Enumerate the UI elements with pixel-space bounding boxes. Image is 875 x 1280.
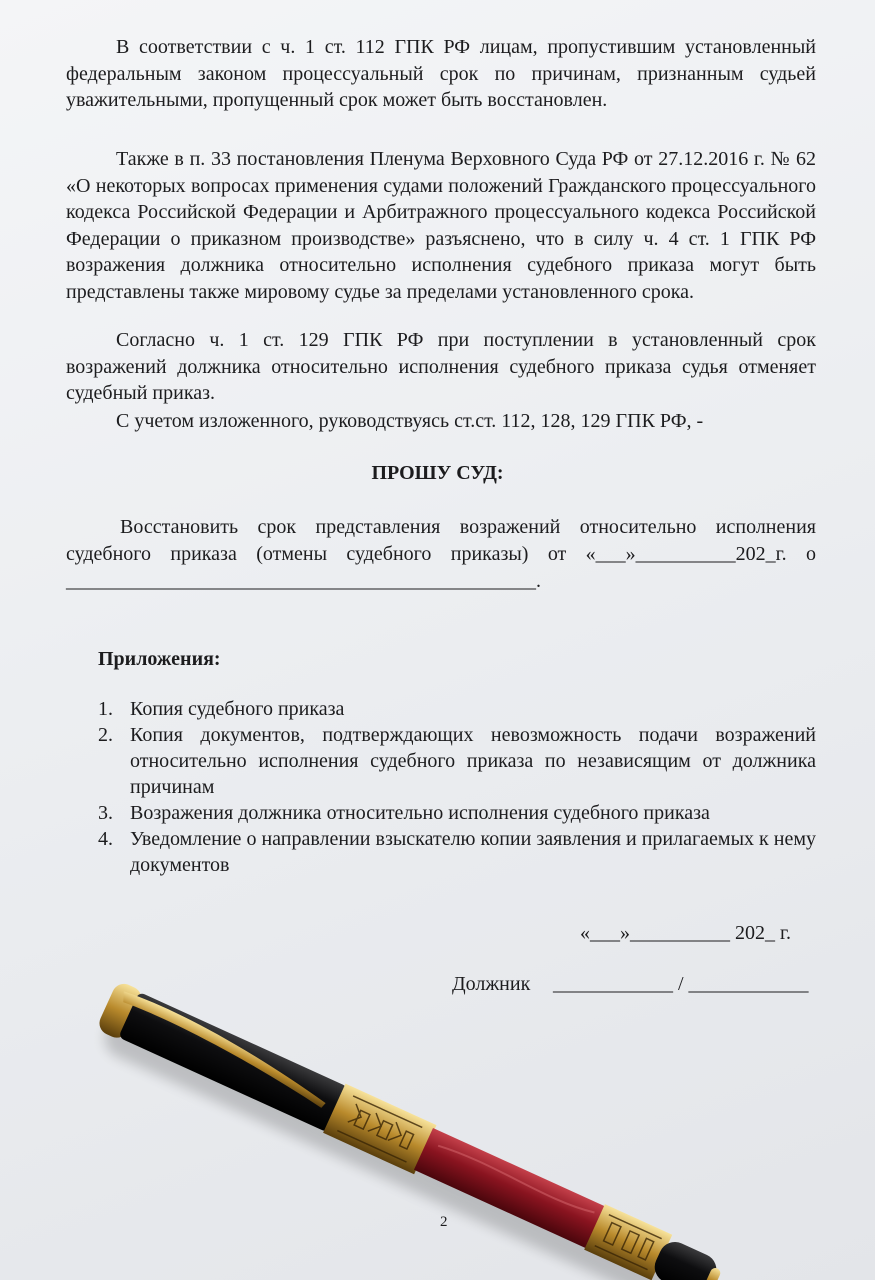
paragraph-3: Согласно ч. 1 ст. 129 ГПК РФ при поступлении в установленный срок возражений должника относительно исполнения судебного приказа судья отменяет судебный приказ. [66,329,816,404]
attachments-title: Приложения: [98,648,221,670]
page-number: 2 [440,1214,448,1230]
paragraph-4: С учетом изложенного, руководствуясь ст.ст. 112, 128, 129 ГПК РФ, - [116,410,704,432]
list-item-number: 2. [98,724,113,746]
list-item-number: 3. [98,802,113,824]
list-item-text: Копия документов, подтверждающих невозможность подачи возражений относительно исполнения судебного приказа по независящим от должника причинам [130,724,816,798]
list-item-text: Уведомление о направлении взыскателю копии заявления и прилагаемых к нему документов [130,828,816,876]
paragraph-2: Также в п. 33 постановления Пленума Верховного Суда РФ от 27.12.2016 г. № 62 «О некоторых вопросах применения судами положений Гражданского процессуального кодекса Российской Федерации и Арбитражного процессуального кодекса Российской Федерации о приказном производстве» разъяснено, что в силу ч. 4 ст. 1 ГПК РФ возражения должника относительно исполнения судебного приказа могут быть представлены также мировому судье за пределами установленного срока. [66,148,816,303]
list-item-text: Возражения должника относительно исполнения судебного приказа [130,802,710,824]
list-item-number: 1. [98,698,113,720]
signature-date: «___»__________ 202_ г. [580,922,791,944]
debtor-label: Должник [452,973,531,995]
request-text: Восстановить срок представления возражений относительно исполнения судебного приказа (отмены судебного приказы) от «___»__________202_г. о _______________________________________________. [66,516,816,592]
list-item-text: Копия судебного приказа [130,698,345,720]
signature-line: ____________ / ____________ [553,973,809,995]
paragraph-1: В соответствии с ч. 1 ст. 112 ГПК РФ лицам, пропустившим установленный федеральным законом процессуальный срок по причинам, признанным судьей уважительными, пропущенный срок может быть восстановлен. [66,36,816,111]
list-item-number: 4. [98,828,113,850]
request-heading: ПРОШУ СУД: [371,462,504,484]
